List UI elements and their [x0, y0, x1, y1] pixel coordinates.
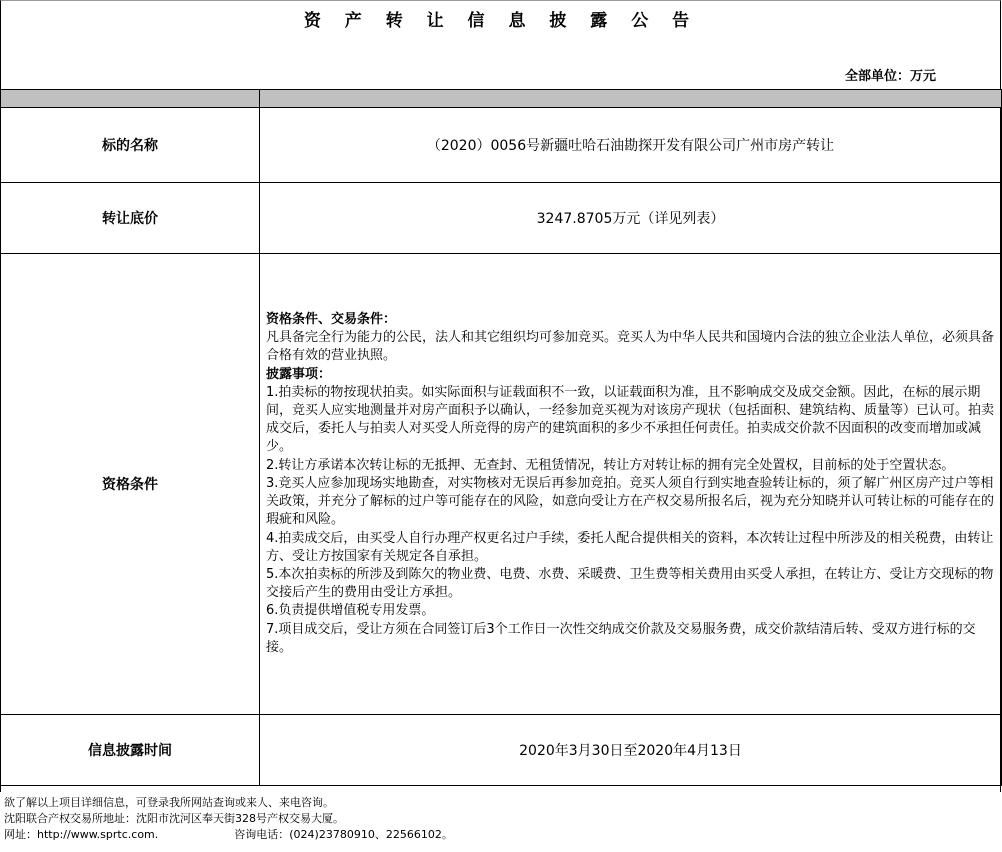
- qualification-paragraph: 5.本次拍卖标的所涉及到陈欠的物业费、电费、水费、采暖费、卫生费等相关费用由买受人承担，在转让方、受让方交现标的物交接后产生的费用由受让方承担。: [266, 566, 994, 601]
- row-disclosure-time: [1, 715, 1002, 786]
- qualification-paragraph: 3.竞买人应参加现场实地勘查，对实物核对无误后再参加竞拍。竞买人须自行到实地查验转让标的，须了解广州区房产过户等相关政策，并充分了解标的过户等可能存在的风险，如意向受让方在产权交易所报名后，视为充分知晓并认可转让标的可能存在的瑕疵和风险。: [266, 475, 995, 528]
- label-reserve-price: 转让底价: [1, 183, 260, 254]
- unit-note: 全部单位：万元: [844, 69, 936, 84]
- footer-phone: 咨询电话：(024)23780910、22566102。: [234, 828, 453, 841]
- qualification-text: [266, 311, 997, 657]
- value-disclosure-time: 2020年3月30日至2020年4月13日: [260, 715, 1002, 786]
- footer-inquiry-note: 欲了解以上项目详细信息，可登录我所网站查询或来人、来电咨询。: [4, 796, 334, 809]
- footer-info: [4, 795, 453, 843]
- qualification-heading: 披露事项：: [266, 366, 332, 382]
- qualification-paragraph: 1.拍卖标的物按现状拍卖。如实际面积与证载面积不一致，以证载面积为准，且不影响成交及成交金额。因此，在标的展示期间，竞买人应实地测量并对房产面积予以确认，一经参加竞买视为对该房产现状（包括面积、建筑结构、质量等）已认可。拍卖成交后，委托人与拍卖人对买受人所竞得的房产的建筑面积的多少不承担任何责任。拍卖成交价款不因面积的改变而增加或减少。: [266, 384, 995, 455]
- page-title: 资 产 转 让 信 息 披 露 公 告: [303, 11, 699, 31]
- qualification-paragraph: 凡具备完全行为能力的公民，法人和其它组织均可参加竞买。竞买人为中华人民共和国境内合法的独立企业法人单位，必须具备合格有效的营业执照。: [266, 330, 995, 364]
- header-cell-right: [260, 90, 1002, 108]
- qualification-heading: 资格条件、交易条件：: [266, 312, 397, 328]
- footer-website: 网址：http://www.sprtc.com.: [4, 828, 159, 841]
- value-reserve-price: 3247.8705万元（详见列表）: [260, 183, 1002, 254]
- label-qualification: 资格条件: [1, 254, 260, 715]
- qualification-paragraph: 4.拍卖成交后，由买受人自行办理产权更名过户手续，委托人配合提供相关的资料，本次转让过程中所涉及的相关税费，由转让方、受让方按国家有关规定各自承担。: [266, 530, 994, 564]
- label-subject-name: 标的名称: [1, 108, 260, 183]
- row-subject-name: [1, 108, 1002, 183]
- qualification-paragraph: 6.负责提供增值税专用发票。: [266, 603, 435, 619]
- disclosure-table: [0, 89, 1002, 786]
- row-reserve-price: [1, 183, 1002, 254]
- label-disclosure-time: 信息披露时间: [1, 715, 260, 786]
- row-qualification: [1, 254, 1002, 715]
- table-header-row: [1, 90, 1002, 108]
- qualification-paragraph: 2.转让方承诺本次转让标的无抵押、无查封、无租赁情况，转让方对转让标的拥有完全处置权，目前标的处于空置状态。: [266, 457, 955, 473]
- value-qualification: [260, 254, 1002, 715]
- header-cell-left: [1, 90, 260, 108]
- footer-contact: [4, 827, 453, 843]
- value-subject-name: （2020）0056号新疆吐哈石油勘探开发有限公司广州市房产转让: [260, 108, 1002, 183]
- footer-address: 沈阳联合产权交易所地址：沈阳市沈河区奉天街328号产权交易大厦。: [4, 812, 344, 825]
- qualification-paragraph: 7.项目成交后，受让方须在合同签订后3个工作日一次性交纳成交价款及交易服务费，成交价款结清后转、受双方进行标的交接。: [266, 621, 976, 655]
